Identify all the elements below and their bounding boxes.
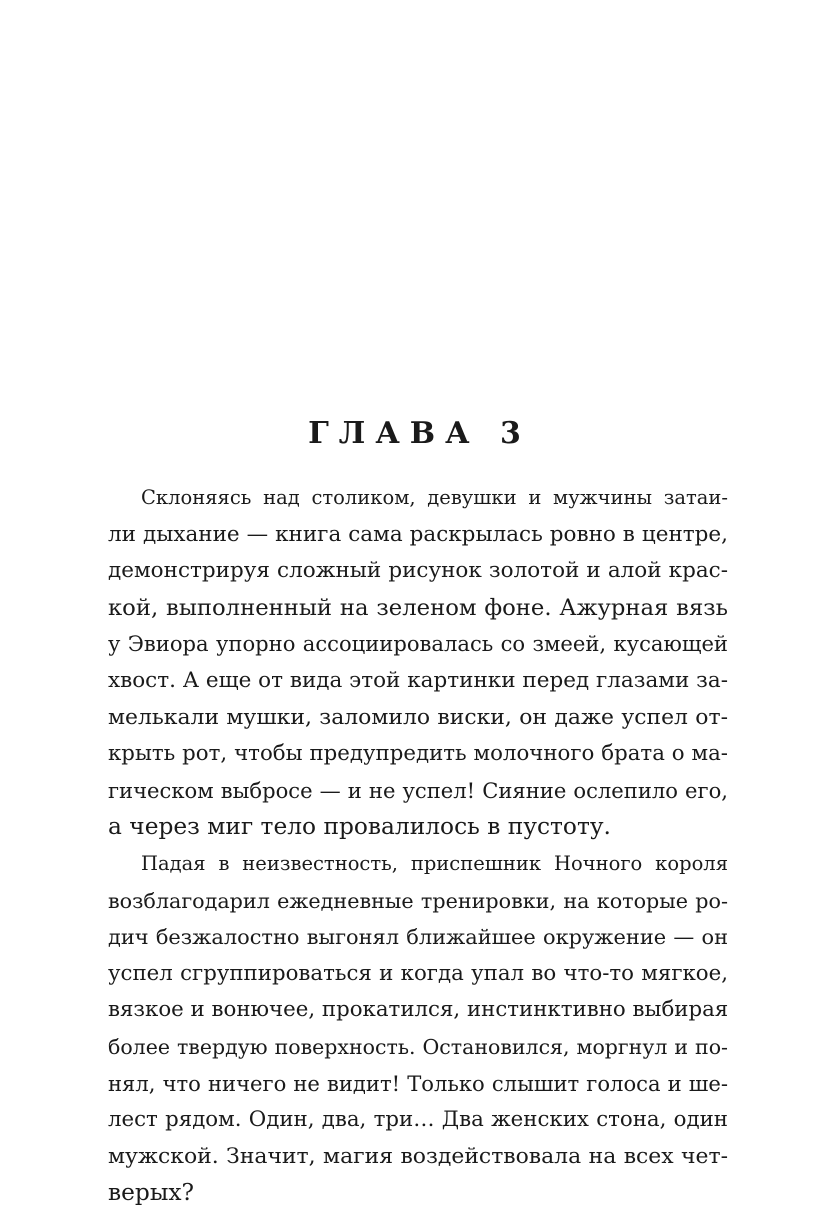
text-line: у Эвиора упорно ассоциировалась со змеей, кусающей bbox=[108, 631, 728, 657]
text-line: верых? bbox=[108, 1179, 194, 1207]
text-line: мужской. Значит, магия воздействовала на всех чет- bbox=[108, 1143, 728, 1169]
paragraph-2 bbox=[108, 846, 728, 1212]
text-line: гическом выбросе — и не успел! Сияние ослепило его, bbox=[108, 777, 728, 803]
text-line: лест рядом. Один, два, три… Два женских стона, один bbox=[108, 1107, 728, 1133]
text-line: ли дыхание — книга сама раскрылась ровно в центре, bbox=[108, 521, 728, 547]
text-line: хвост. А еще от вида этой картинки перед глазами за- bbox=[108, 667, 728, 693]
text-line: более твердую поверхность. Остановился, моргнул и по- bbox=[108, 1034, 728, 1059]
text-line: успел сгруппироваться и когда упал во что-то мягкое, bbox=[108, 960, 728, 986]
text-line: дич безжалостно выгонял ближайшее окружение — он bbox=[108, 925, 728, 950]
text-line: возблагодарил ежедневные тренировки, на которые ро- bbox=[108, 888, 728, 913]
text-line: кой, выполненный на зеленом фоне. Ажурная вязь bbox=[108, 594, 728, 621]
text-line: Падая в неизвестность, приспешник Ночного короля bbox=[141, 851, 728, 875]
text-line: а через миг тело провалилось в пустоту. bbox=[108, 813, 611, 841]
paragraph-1 bbox=[108, 480, 728, 846]
text-line: нял, что ничего не видит! Только слышит голоса и ше- bbox=[108, 1070, 728, 1096]
chapter-text bbox=[108, 480, 728, 1212]
text-line: вязкое и вонючее, прокатился, инстинктивно выбирая bbox=[108, 997, 729, 1023]
text-line: крыть рот, чтобы предупредить молочного брата о ма- bbox=[108, 741, 728, 767]
text-line: демонстрируя сложный рисунок золотой и алой крас- bbox=[108, 558, 728, 584]
text-line: Склоняясь над столиком, девушки и мужчины затаи- bbox=[141, 486, 728, 509]
chapter-title: ГЛАВА 3 bbox=[308, 416, 531, 451]
text-line: мелькали мушки, заломило виски, он даже успел от- bbox=[108, 704, 728, 730]
